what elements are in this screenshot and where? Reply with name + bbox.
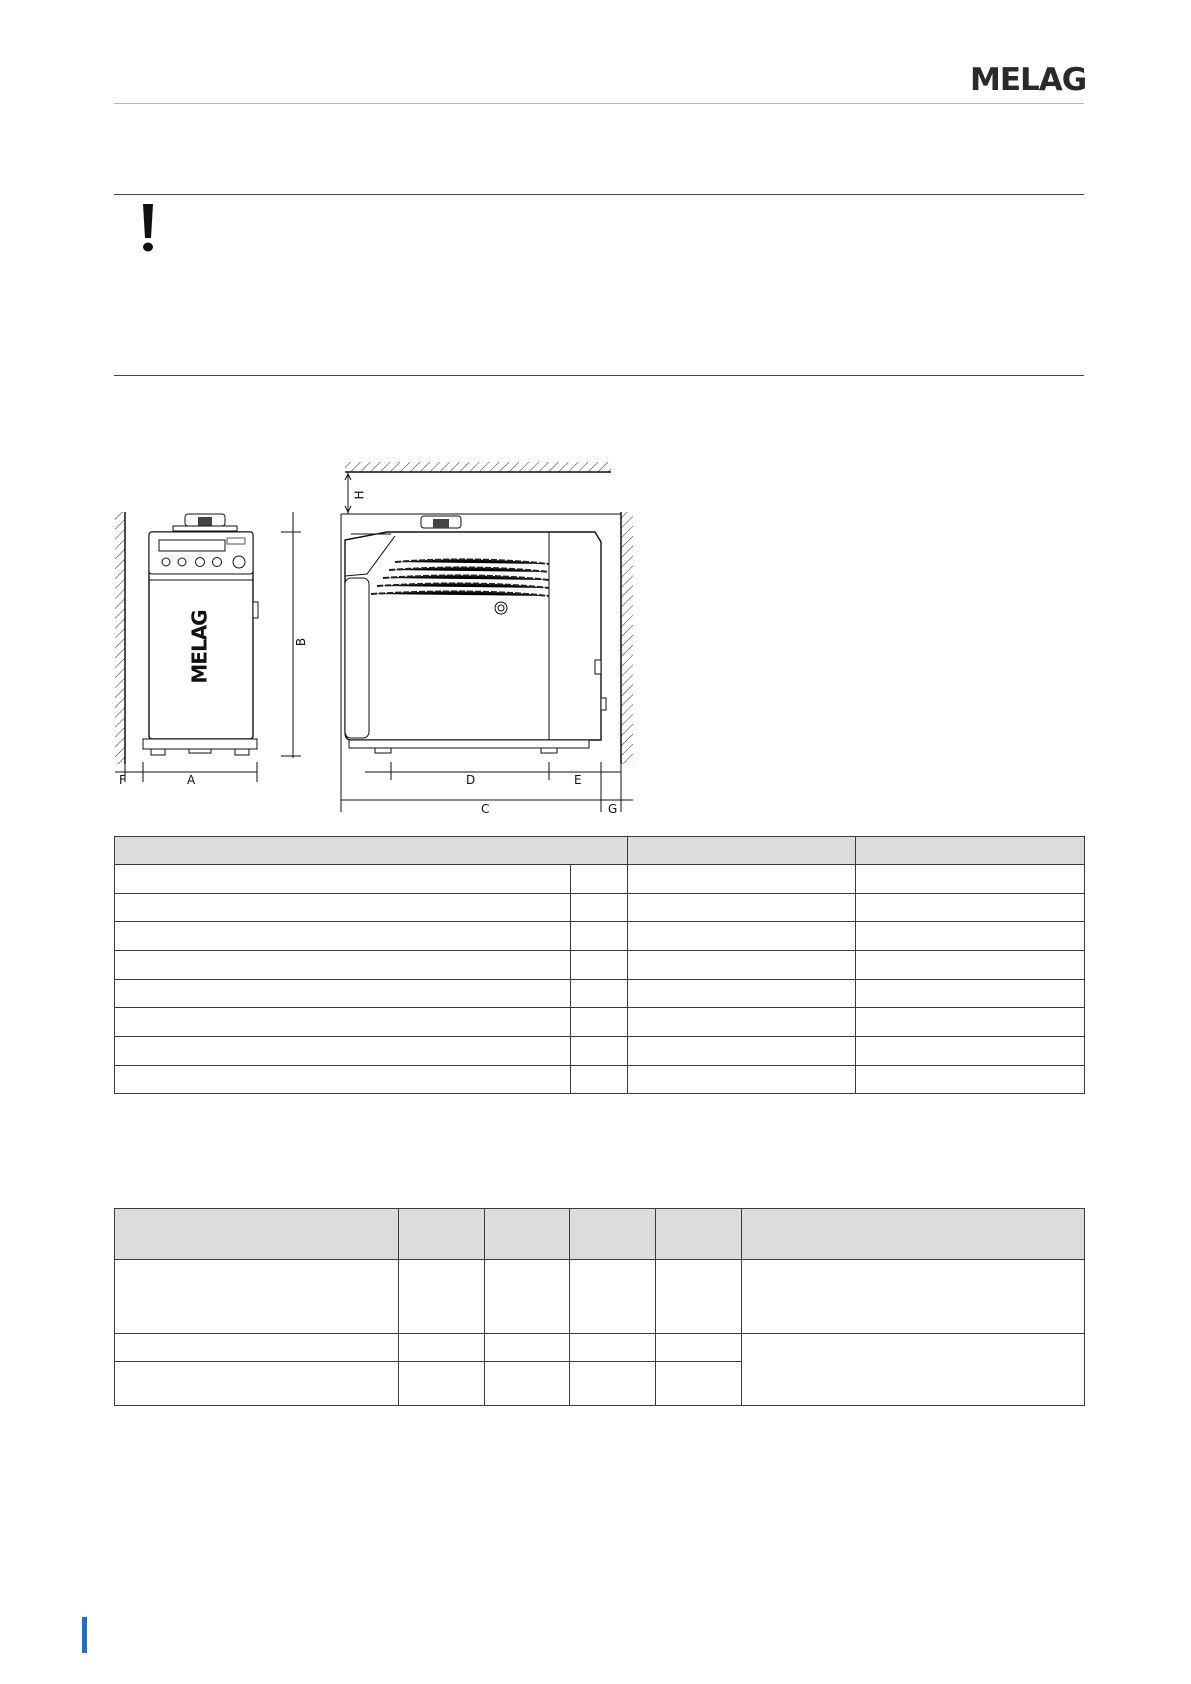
dim-label-g: G: [608, 802, 618, 816]
ceiling-hatch: [345, 462, 611, 472]
exclamation-icon: [138, 204, 158, 252]
header-cell: [115, 837, 628, 865]
left-wall-hatch: [115, 512, 125, 764]
dim-label-b: B: [294, 637, 309, 647]
front-top-knob-grip: [198, 517, 212, 526]
note-bottom-rule: [114, 375, 1084, 376]
table-header-row: [115, 1209, 1085, 1260]
side-body: [345, 532, 601, 740]
table-row: [115, 865, 1085, 894]
front-display: [159, 540, 225, 551]
dim-label-h: H: [352, 490, 367, 500]
right-wall-hatch: [621, 512, 633, 764]
header-cell: [628, 837, 856, 865]
front-panel-logo: MELAG: [187, 610, 212, 684]
note-top-rule: [114, 194, 1084, 195]
table-row: [115, 1334, 1085, 1362]
header-rule: [114, 103, 1084, 104]
table-header-row: [115, 837, 1085, 865]
table-row: [115, 922, 1085, 951]
table-row: [115, 1008, 1085, 1037]
side-view: [341, 462, 633, 812]
table-row: [115, 1037, 1085, 1066]
melag-logo: MELAG: [970, 62, 1087, 98]
dim-label-f: F: [119, 773, 126, 787]
dim-label-d: D: [466, 773, 476, 787]
table-row: [115, 1066, 1085, 1094]
header-cell: [856, 837, 1085, 865]
table-row: [115, 894, 1085, 922]
page-accent-bar: [82, 1617, 87, 1653]
dimension-drawing: [105, 440, 705, 830]
side-door: [345, 578, 369, 738]
table-row: [115, 951, 1085, 980]
dimensions-table: [114, 836, 1085, 1094]
table-row: [115, 980, 1085, 1008]
table-row: [115, 1260, 1085, 1334]
connection-table: [114, 1208, 1085, 1406]
dim-label-c: C: [481, 802, 490, 816]
dim-label-e: E: [574, 773, 582, 787]
front-base: [143, 739, 257, 749]
dim-label-a: A: [187, 773, 196, 787]
